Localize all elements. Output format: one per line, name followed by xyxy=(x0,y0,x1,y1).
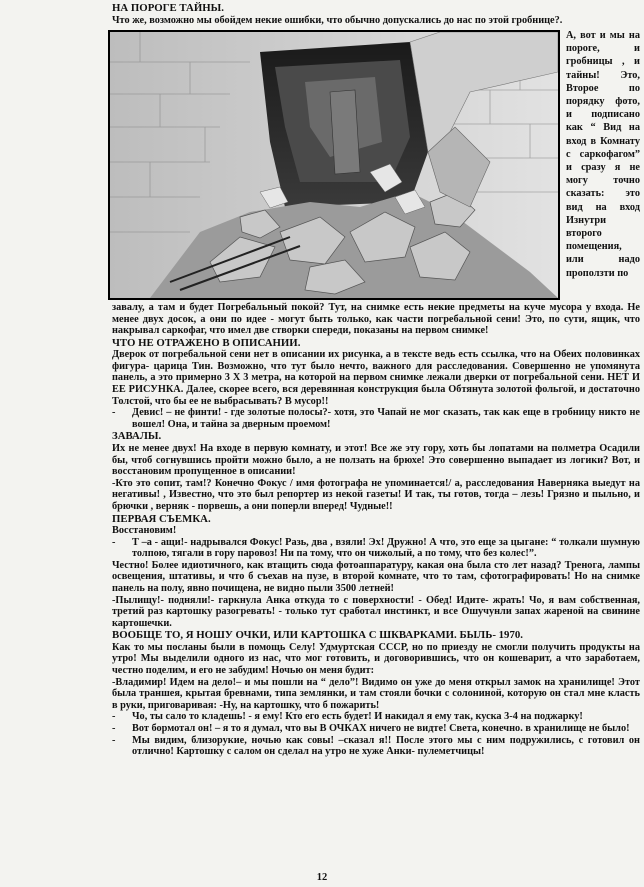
dialogue-text: Мы видим, близорукие, ночью как совы! –сказал я!! После этого мы с ним подружились, с готовил он отлично! Картошку с салом он сделал на утро не хуже Анки- пулеметчицы! xyxy=(132,734,640,758)
dialogue-line xyxy=(112,537,640,560)
paragraph: -Пылищу!- подняли!- гаркнула Анка откуда то с поверхности! - Обед! Идите- жрать! Чо, я вам собственная, третий раз картошку разогревать! - только тут сработал инстинкт, и все Ошучунли запах жареной на свинине картошечки. xyxy=(112,594,640,629)
dialogue-line xyxy=(112,711,640,723)
paragraph: Как то мы посланы были в помощь Селу! Удмуртская СССР, но по приезду не смогли получить продукты на утро! Мы выделили одного из нас, что мог готовить, и договорившись, что он кошеварит, а что заработаем, честно поделим, и его не забудим! Ночью он меня будит: xyxy=(112,641,640,677)
paragraph: Дверок от погребальной сени нет в описании их рисунка, а в тексте ведь есть ссылка, что на Обеих половинках фигура- царица Тин. Возможно, что тут было нечто, важного для расследования. Совершенно не упомянута панель, а это примерно 3 Х 3 метра, на которой на первом снимке лежали дверки от погребальной сени. НЕТ И ЕЕ РИСУНКА. Далее, скорее всего, вся деревянная конструкция была Обтянута золотой фольгой, и достаточно Толстой, что бы ее не выбрасывать? В мусор!! xyxy=(112,349,640,407)
dash-marker: - xyxy=(112,536,116,548)
dialogue-text: Чо, ты сало то кладешь! - я ему! Кто его есть будет! И накидал я ему так, куска 3-4 на поджарку! xyxy=(132,711,583,723)
paragraph: -Владимир! Идем на дело!– и мы пошли на “ дело”! Видимо он уже до меня открыл замок на хранилище! Этот была траншея, крытая бревнами, типа землянки, и там стояли бочки с солониной, которую он стал мне класть в руки, приговаривая: -Ну, на картошку, что б пожарить! xyxy=(112,676,640,711)
dialogue-line xyxy=(112,723,640,735)
page-number: 12 xyxy=(316,872,328,883)
paragraph: -Кто это сопит, там!? Конечно Фокус / имя фотографа не упоминается!/ а, расследования Наверняка выедут на негативы! , Известно, что это был репортер из некой газеты! И так, ты готов, тогда – лезь! Грязно и пыльно, и брючки , верняк - порвешь, а они поперли вперед! Чудные!! xyxy=(112,477,640,512)
paragraph: Их не менее двух! На входе в первую комнату, и этот! Все же эту гору, хоть бы лопатами на полметра Осадили бы, чтоб согнувшись пройти можно было, а не ползать на брюхе! Это совершенно выпадает из логики? Вот, и восстановим пропущенное в описании! xyxy=(112,442,640,478)
dialogue-text: Девис! – не финти! - где золотые полосы?- хотя, это Чапай не мог сказать, так как еще в гробницу никто не вошел! Она, и тайна за дверным проемом! xyxy=(132,407,640,430)
side-column-text: А, вот и мы на пороге, и гробницы , и тайны! Это, Второе по порядку фото, и подписано как “ Вид на вход в Комнату с саркофагом” и сразу я не могу точно сказать: это вид на вход Изнутри второго помещения, или надо проползти по xyxy=(566,30,640,279)
dialogue-line xyxy=(112,735,640,758)
dialogue-text: Вот бормотал он! – я то я думал, что вы В ОЧКАХ ничего не видте! Света, конечно. в хранилище не было! xyxy=(132,723,630,734)
dialogue-text: Т –а - ащи!- надрывался Фокус! Разь, два , взяли! Эх! Дружно! А что, это еще за цыгане: “ толкали шумную толпою, тягали в гору паровоз! Ни па тому, что он чижолый, а по тому, что без колес!”. xyxy=(132,536,640,560)
dash-marker: - xyxy=(112,723,116,734)
dash-marker: - xyxy=(112,734,116,746)
section-heading-rubble: ЗАВАЛЫ. xyxy=(112,430,162,443)
intro-line: Что же, возможно мы обойдем некие ошибки, что обычно допускались до нас по этой гробнице?. xyxy=(112,15,563,26)
paragraph: Восстановим! xyxy=(112,525,177,536)
main-text-column xyxy=(112,302,640,758)
dialogue-line xyxy=(112,407,640,430)
section-heading-glasses-story: ВООБЩЕ ТО, Я НОШУ ОЧКИ, ИЛИ КАРТОШКА С ШКВАРКАМИ. БЫЛЬ- 1970. xyxy=(112,629,523,642)
paragraph-after-photo: завалу, а там и будет Погребальный покой? Тут, на снимке есть некие предметы на куче мусора у входа. Не менее двух досок, а они по идее - могут быть только, как части погребальной сени! Это, по сути, ящик, что накрывал саркофаг, что имел две створки спереди, показаны на первом снимке! xyxy=(112,302,640,337)
section-heading-first-shoot: ПЕРВАЯ СЪЕМКА. xyxy=(112,512,211,525)
heading-threshold: НА ПОРОГЕ ТАЙНЫ. xyxy=(112,2,224,14)
section-heading-not-in-description: ЧТО НЕ ОТРАЖЕНО В ОПИСАНИИ. xyxy=(112,336,301,349)
tomb-photo xyxy=(108,30,560,300)
paragraph: Честно! Более идиотичного, как втащить сюда фотоаппаратуру, какая она была сто лет назад? Тренога, лампы освещения, штативы, и что б съехав на пузе, в второй комнате, что то там, сфотографировать! Но на снимке панель на полу, явно почищена, не видно пыли 3500 летней! xyxy=(112,559,640,594)
dash-marker: - xyxy=(112,711,116,723)
dash-marker: - xyxy=(112,407,116,419)
